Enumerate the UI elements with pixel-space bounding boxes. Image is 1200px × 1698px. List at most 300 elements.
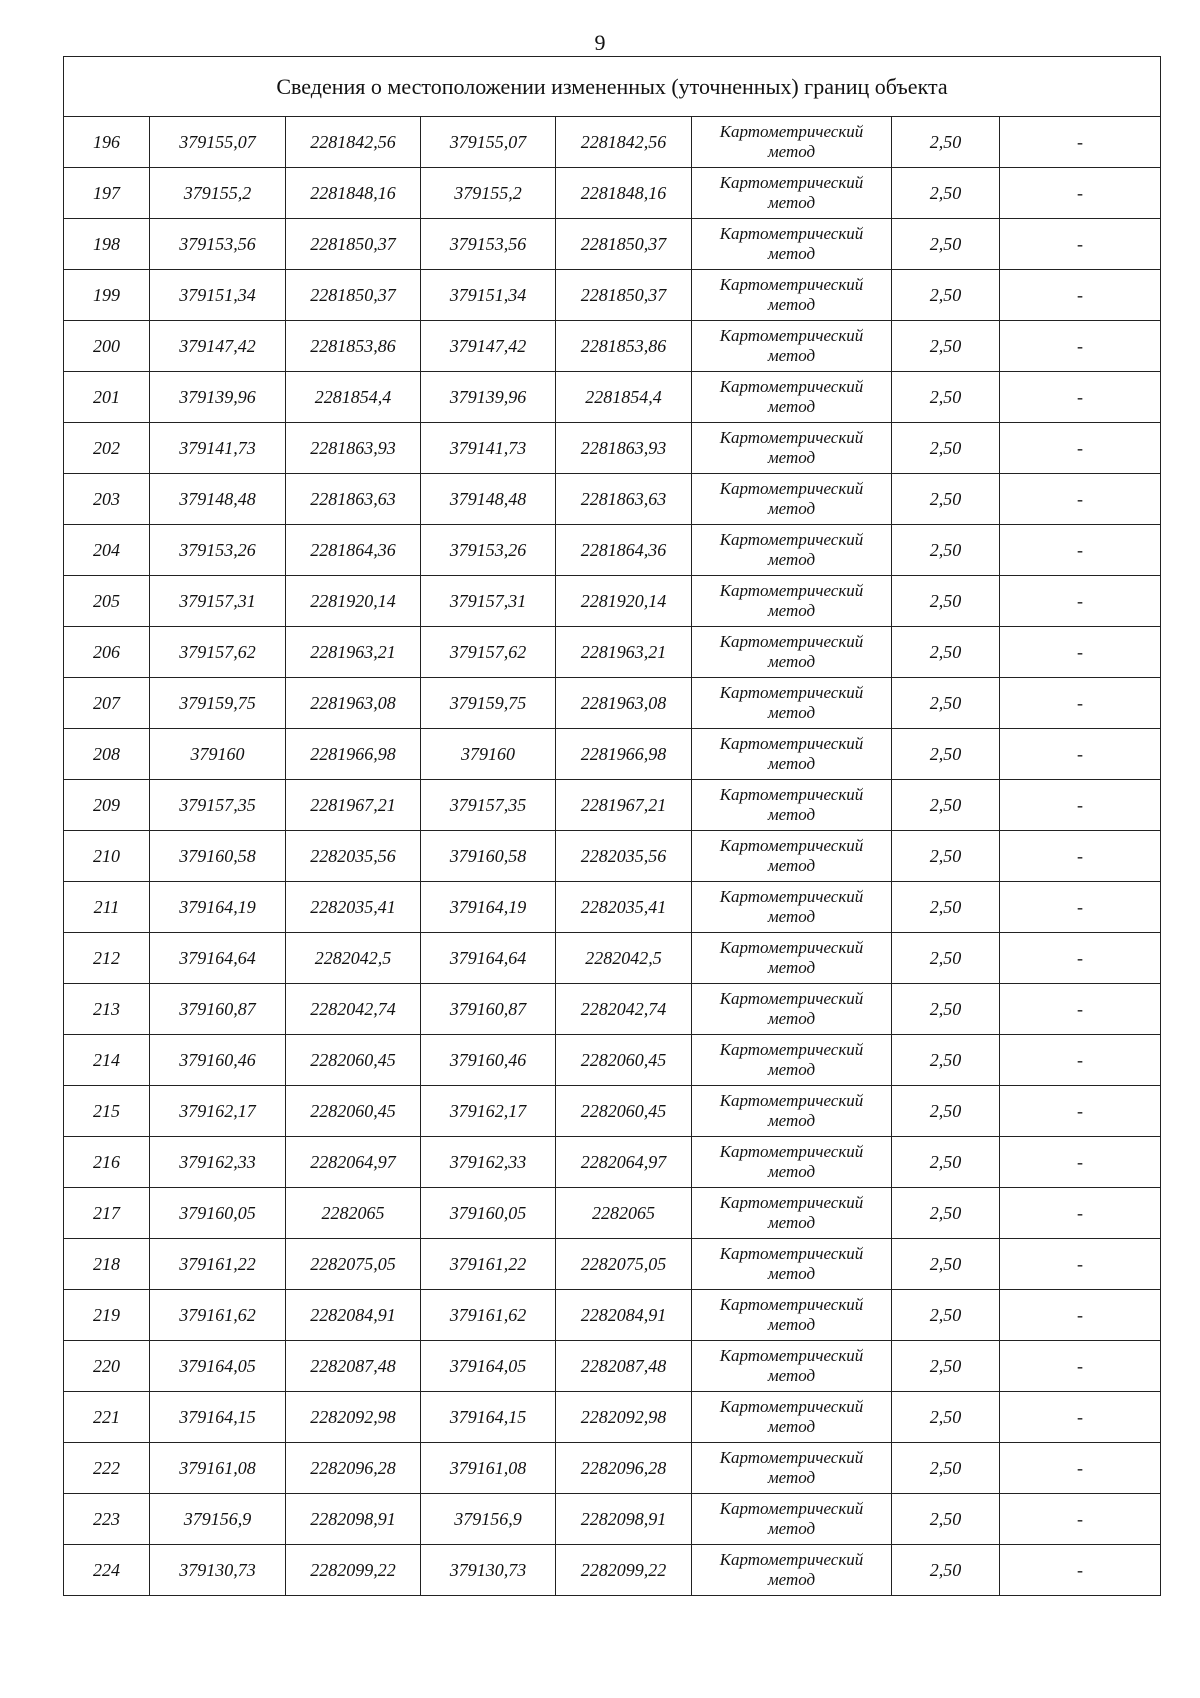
x-existing: 379157,35	[150, 780, 286, 831]
table-row	[64, 321, 1161, 372]
accuracy-cell: 2,50	[892, 168, 1000, 219]
method-line-2: метод	[767, 295, 816, 314]
description-cell: -	[1000, 729, 1161, 780]
method-line-2: метод	[767, 1009, 816, 1028]
x-existing: 379160,58	[150, 831, 286, 882]
y-new: 2281920,14	[556, 576, 692, 627]
x-new: 379155,2	[421, 168, 556, 219]
accuracy-cell: 2,50	[892, 270, 1000, 321]
point-number: 213	[64, 984, 150, 1035]
method-cell	[692, 882, 892, 933]
accuracy-cell: 2,50	[892, 1086, 1000, 1137]
y-existing: 2281967,21	[286, 780, 421, 831]
accuracy-cell: 2,50	[892, 1545, 1000, 1596]
x-new: 379141,73	[421, 423, 556, 474]
table-row	[64, 1290, 1161, 1341]
method-line-2: метод	[767, 397, 816, 416]
accuracy-cell: 2,50	[892, 1392, 1000, 1443]
x-existing: 379164,19	[150, 882, 286, 933]
point-number: 198	[64, 219, 150, 270]
x-existing: 379153,56	[150, 219, 286, 270]
y-new: 2281848,16	[556, 168, 692, 219]
method-line-1: Картометрический	[719, 173, 864, 192]
x-existing: 379164,05	[150, 1341, 286, 1392]
method-line-2: метод	[767, 499, 816, 518]
accuracy-cell: 2,50	[892, 831, 1000, 882]
x-existing: 379160,05	[150, 1188, 286, 1239]
y-existing: 2281853,86	[286, 321, 421, 372]
method-line-2: метод	[767, 907, 816, 926]
y-existing: 2281850,37	[286, 219, 421, 270]
x-new: 379153,26	[421, 525, 556, 576]
accuracy-cell: 2,50	[892, 678, 1000, 729]
table-row	[64, 1086, 1161, 1137]
table-row	[64, 1239, 1161, 1290]
table-row	[64, 780, 1161, 831]
method-line-1: Картометрический	[719, 122, 864, 141]
method-cell	[692, 1137, 892, 1188]
y-new: 2281842,56	[556, 117, 692, 168]
method-line-1: Картометрический	[719, 581, 864, 600]
method-line-2: метод	[767, 142, 816, 161]
method-line-1: Картометрический	[719, 938, 864, 957]
x-new: 379164,15	[421, 1392, 556, 1443]
y-existing: 2282098,91	[286, 1494, 421, 1545]
point-number: 201	[64, 372, 150, 423]
y-new: 2282092,98	[556, 1392, 692, 1443]
y-existing: 2281863,93	[286, 423, 421, 474]
y-new: 2282096,28	[556, 1443, 692, 1494]
y-new: 2281966,98	[556, 729, 692, 780]
y-existing: 2281864,36	[286, 525, 421, 576]
point-number: 209	[64, 780, 150, 831]
method-line-2: метод	[767, 1060, 816, 1079]
y-new: 2282064,97	[556, 1137, 692, 1188]
point-number: 220	[64, 1341, 150, 1392]
y-existing: 2281920,14	[286, 576, 421, 627]
method-cell	[692, 270, 892, 321]
y-existing: 2281848,16	[286, 168, 421, 219]
x-existing: 379148,48	[150, 474, 286, 525]
point-number: 208	[64, 729, 150, 780]
x-new: 379161,08	[421, 1443, 556, 1494]
method-line-1: Картометрический	[719, 1397, 864, 1416]
point-number: 222	[64, 1443, 150, 1494]
x-existing: 379161,08	[150, 1443, 286, 1494]
y-new: 2281963,08	[556, 678, 692, 729]
method-line-2: метод	[767, 754, 816, 773]
accuracy-cell: 2,50	[892, 219, 1000, 270]
method-cell	[692, 1545, 892, 1596]
method-line-1: Картометрический	[719, 734, 864, 753]
method-line-2: метод	[767, 958, 816, 977]
method-line-2: метод	[767, 856, 816, 875]
y-new: 2282099,22	[556, 1545, 692, 1596]
point-number: 221	[64, 1392, 150, 1443]
point-number: 217	[64, 1188, 150, 1239]
description-cell: -	[1000, 372, 1161, 423]
point-number: 196	[64, 117, 150, 168]
y-existing: 2282096,28	[286, 1443, 421, 1494]
method-line-2: метод	[767, 346, 816, 365]
y-existing: 2281966,98	[286, 729, 421, 780]
accuracy-cell: 2,50	[892, 729, 1000, 780]
point-number: 207	[64, 678, 150, 729]
y-new: 2281967,21	[556, 780, 692, 831]
y-existing: 2282035,41	[286, 882, 421, 933]
point-number: 210	[64, 831, 150, 882]
x-new: 379161,22	[421, 1239, 556, 1290]
point-number: 204	[64, 525, 150, 576]
description-cell: -	[1000, 1188, 1161, 1239]
x-new: 379156,9	[421, 1494, 556, 1545]
page-number: 9	[594, 30, 606, 55]
x-new: 379161,62	[421, 1290, 556, 1341]
y-new: 2281863,63	[556, 474, 692, 525]
method-cell	[692, 1290, 892, 1341]
method-line-2: метод	[767, 1468, 816, 1487]
y-existing: 2282064,97	[286, 1137, 421, 1188]
method-line-1: Картометрический	[719, 836, 864, 855]
description-cell: -	[1000, 117, 1161, 168]
method-line-1: Картометрический	[719, 479, 864, 498]
table-row	[64, 117, 1161, 168]
method-line-1: Картометрический	[719, 1346, 864, 1365]
y-new: 2282087,48	[556, 1341, 692, 1392]
method-line-2: метод	[767, 1213, 816, 1232]
method-line-2: метод	[767, 550, 816, 569]
method-line-1: Картометрический	[719, 275, 864, 294]
y-existing: 2282042,74	[286, 984, 421, 1035]
method-cell	[692, 219, 892, 270]
accuracy-cell: 2,50	[892, 117, 1000, 168]
method-line-1: Картометрический	[719, 1193, 864, 1212]
method-line-2: метод	[767, 703, 816, 722]
method-line-1: Картометрический	[719, 1244, 864, 1263]
y-new: 2282035,41	[556, 882, 692, 933]
method-cell	[692, 1443, 892, 1494]
method-line-2: метод	[767, 1111, 816, 1130]
point-number: 197	[64, 168, 150, 219]
table-row	[64, 1341, 1161, 1392]
method-line-2: метод	[767, 1570, 816, 1589]
accuracy-cell: 2,50	[892, 882, 1000, 933]
x-existing: 379151,34	[150, 270, 286, 321]
method-line-1: Картометрический	[719, 530, 864, 549]
description-cell: -	[1000, 1137, 1161, 1188]
table-row	[64, 576, 1161, 627]
accuracy-cell: 2,50	[892, 576, 1000, 627]
y-existing: 2281863,63	[286, 474, 421, 525]
x-new: 379160,46	[421, 1035, 556, 1086]
method-cell	[692, 474, 892, 525]
table-title: Сведения о местоположении измененных (уточненных) границ объекта	[64, 57, 1161, 117]
table-row	[64, 1494, 1161, 1545]
method-cell	[692, 168, 892, 219]
description-cell: -	[1000, 576, 1161, 627]
method-cell	[692, 1188, 892, 1239]
x-existing: 379161,22	[150, 1239, 286, 1290]
x-new: 379164,64	[421, 933, 556, 984]
y-existing: 2281963,08	[286, 678, 421, 729]
method-line-1: Картометрический	[719, 1499, 864, 1518]
method-line-2: метод	[767, 1162, 816, 1181]
y-existing: 2282092,98	[286, 1392, 421, 1443]
method-line-1: Картометрический	[719, 428, 864, 447]
x-existing: 379162,33	[150, 1137, 286, 1188]
method-line-1: Картометрический	[719, 785, 864, 804]
table-row	[64, 933, 1161, 984]
y-existing: 2281842,56	[286, 117, 421, 168]
x-existing: 379157,62	[150, 627, 286, 678]
method-line-1: Картометрический	[719, 989, 864, 1008]
method-line-2: метод	[767, 1366, 816, 1385]
table-row	[64, 1443, 1161, 1494]
y-existing: 2282042,5	[286, 933, 421, 984]
description-cell: -	[1000, 474, 1161, 525]
accuracy-cell: 2,50	[892, 627, 1000, 678]
method-line-1: Картометрический	[719, 1091, 864, 1110]
description-cell: -	[1000, 780, 1161, 831]
description-cell: -	[1000, 678, 1161, 729]
y-new: 2281853,86	[556, 321, 692, 372]
x-new: 379164,05	[421, 1341, 556, 1392]
method-cell	[692, 831, 892, 882]
method-line-2: метод	[767, 1417, 816, 1436]
method-cell	[692, 678, 892, 729]
method-cell	[692, 1341, 892, 1392]
x-new: 379160,87	[421, 984, 556, 1035]
accuracy-cell: 2,50	[892, 1443, 1000, 1494]
method-line-1: Картометрический	[719, 1142, 864, 1161]
x-existing: 379160,46	[150, 1035, 286, 1086]
table-row	[64, 729, 1161, 780]
x-new: 379162,33	[421, 1137, 556, 1188]
x-existing: 379155,2	[150, 168, 286, 219]
description-cell: -	[1000, 627, 1161, 678]
method-line-2: метод	[767, 805, 816, 824]
description-cell: -	[1000, 1239, 1161, 1290]
method-line-1: Картометрический	[719, 887, 864, 906]
method-line-1: Картометрический	[719, 1448, 864, 1467]
method-cell	[692, 1086, 892, 1137]
accuracy-cell: 2,50	[892, 1494, 1000, 1545]
x-existing: 379139,96	[150, 372, 286, 423]
x-new: 379162,17	[421, 1086, 556, 1137]
table-row	[64, 882, 1161, 933]
method-line-2: метод	[767, 448, 816, 467]
point-number: 202	[64, 423, 150, 474]
x-existing: 379153,26	[150, 525, 286, 576]
description-cell: -	[1000, 1341, 1161, 1392]
method-line-2: метод	[767, 244, 816, 263]
accuracy-cell: 2,50	[892, 372, 1000, 423]
point-number: 200	[64, 321, 150, 372]
y-new: 2281863,93	[556, 423, 692, 474]
method-cell	[692, 627, 892, 678]
y-existing: 2281963,21	[286, 627, 421, 678]
accuracy-cell: 2,50	[892, 1188, 1000, 1239]
table-row	[64, 1188, 1161, 1239]
method-line-2: метод	[767, 1264, 816, 1283]
y-new: 2282042,5	[556, 933, 692, 984]
x-new: 379153,56	[421, 219, 556, 270]
x-existing: 379130,73	[150, 1545, 286, 1596]
y-new: 2282065	[556, 1188, 692, 1239]
y-new: 2282060,45	[556, 1035, 692, 1086]
table-row	[64, 168, 1161, 219]
x-new: 379160,05	[421, 1188, 556, 1239]
method-cell	[692, 984, 892, 1035]
table-row	[64, 627, 1161, 678]
description-cell: -	[1000, 984, 1161, 1035]
x-existing: 379157,31	[150, 576, 286, 627]
method-cell	[692, 372, 892, 423]
point-number: 218	[64, 1239, 150, 1290]
y-existing: 2282060,45	[286, 1086, 421, 1137]
y-new: 2282042,74	[556, 984, 692, 1035]
y-new: 2281864,36	[556, 525, 692, 576]
point-number: 203	[64, 474, 150, 525]
x-new: 379157,35	[421, 780, 556, 831]
table-row	[64, 372, 1161, 423]
description-cell: -	[1000, 1545, 1161, 1596]
accuracy-cell: 2,50	[892, 1137, 1000, 1188]
accuracy-cell: 2,50	[892, 1341, 1000, 1392]
description-cell: -	[1000, 219, 1161, 270]
point-number: 212	[64, 933, 150, 984]
table-row	[64, 525, 1161, 576]
y-existing: 2282075,05	[286, 1239, 421, 1290]
method-cell	[692, 933, 892, 984]
method-cell	[692, 1494, 892, 1545]
y-existing: 2282065	[286, 1188, 421, 1239]
x-new: 379147,42	[421, 321, 556, 372]
table-row	[64, 423, 1161, 474]
accuracy-cell: 2,50	[892, 933, 1000, 984]
point-number: 199	[64, 270, 150, 321]
point-number: 224	[64, 1545, 150, 1596]
y-new: 2282098,91	[556, 1494, 692, 1545]
description-cell: -	[1000, 168, 1161, 219]
table-row	[64, 1137, 1161, 1188]
y-existing: 2282035,56	[286, 831, 421, 882]
method-line-1: Картометрический	[719, 1040, 864, 1059]
method-cell	[692, 1239, 892, 1290]
method-cell	[692, 1392, 892, 1443]
table-row	[64, 984, 1161, 1035]
accuracy-cell: 2,50	[892, 780, 1000, 831]
table-row	[64, 270, 1161, 321]
x-new: 379151,34	[421, 270, 556, 321]
x-new: 379164,19	[421, 882, 556, 933]
table-row	[64, 474, 1161, 525]
x-new: 379148,48	[421, 474, 556, 525]
method-line-2: метод	[767, 1519, 816, 1538]
x-existing: 379161,62	[150, 1290, 286, 1341]
description-cell: -	[1000, 1494, 1161, 1545]
method-cell	[692, 729, 892, 780]
x-new: 379157,62	[421, 627, 556, 678]
accuracy-cell: 2,50	[892, 1290, 1000, 1341]
description-cell: -	[1000, 1290, 1161, 1341]
description-cell: -	[1000, 321, 1161, 372]
table-row	[64, 1545, 1161, 1596]
description-cell: -	[1000, 882, 1161, 933]
point-number: 215	[64, 1086, 150, 1137]
y-new: 2282035,56	[556, 831, 692, 882]
x-existing: 379164,64	[150, 933, 286, 984]
x-new: 379130,73	[421, 1545, 556, 1596]
accuracy-cell: 2,50	[892, 474, 1000, 525]
x-new: 379155,07	[421, 117, 556, 168]
method-line-1: Картометрический	[719, 683, 864, 702]
x-existing: 379164,15	[150, 1392, 286, 1443]
method-line-2: метод	[767, 193, 816, 212]
x-existing: 379141,73	[150, 423, 286, 474]
description-cell: -	[1000, 423, 1161, 474]
boundary-table	[63, 56, 1161, 1596]
table-row	[64, 1035, 1161, 1086]
x-existing: 379156,9	[150, 1494, 286, 1545]
y-existing: 2282084,91	[286, 1290, 421, 1341]
method-line-1: Картометрический	[719, 1550, 864, 1569]
x-new: 379160	[421, 729, 556, 780]
y-new: 2281850,37	[556, 219, 692, 270]
description-cell: -	[1000, 831, 1161, 882]
y-new: 2282060,45	[556, 1086, 692, 1137]
x-new: 379139,96	[421, 372, 556, 423]
x-existing: 379160,87	[150, 984, 286, 1035]
method-cell	[692, 780, 892, 831]
method-cell	[692, 576, 892, 627]
x-new: 379160,58	[421, 831, 556, 882]
point-number: 223	[64, 1494, 150, 1545]
method-cell	[692, 1035, 892, 1086]
x-existing: 379159,75	[150, 678, 286, 729]
x-existing: 379155,07	[150, 117, 286, 168]
method-line-2: метод	[767, 1315, 816, 1334]
description-cell: -	[1000, 933, 1161, 984]
accuracy-cell: 2,50	[892, 423, 1000, 474]
method-line-1: Картометрический	[719, 632, 864, 651]
accuracy-cell: 2,50	[892, 525, 1000, 576]
method-line-1: Картометрический	[719, 224, 864, 243]
point-number: 205	[64, 576, 150, 627]
y-new: 2281850,37	[556, 270, 692, 321]
method-line-1: Картометрический	[719, 1295, 864, 1314]
description-cell: -	[1000, 1035, 1161, 1086]
table-body	[64, 57, 1161, 1596]
method-cell	[692, 321, 892, 372]
x-existing: 379160	[150, 729, 286, 780]
description-cell: -	[1000, 1086, 1161, 1137]
accuracy-cell: 2,50	[892, 321, 1000, 372]
y-existing: 2281854,4	[286, 372, 421, 423]
y-existing: 2282099,22	[286, 1545, 421, 1596]
method-line-2: метод	[767, 601, 816, 620]
method-cell	[692, 117, 892, 168]
point-number: 206	[64, 627, 150, 678]
x-new: 379157,31	[421, 576, 556, 627]
point-number: 211	[64, 882, 150, 933]
table-row	[64, 219, 1161, 270]
y-new: 2282084,91	[556, 1290, 692, 1341]
description-cell: -	[1000, 1392, 1161, 1443]
x-new: 379159,75	[421, 678, 556, 729]
point-number: 214	[64, 1035, 150, 1086]
x-existing: 379147,42	[150, 321, 286, 372]
